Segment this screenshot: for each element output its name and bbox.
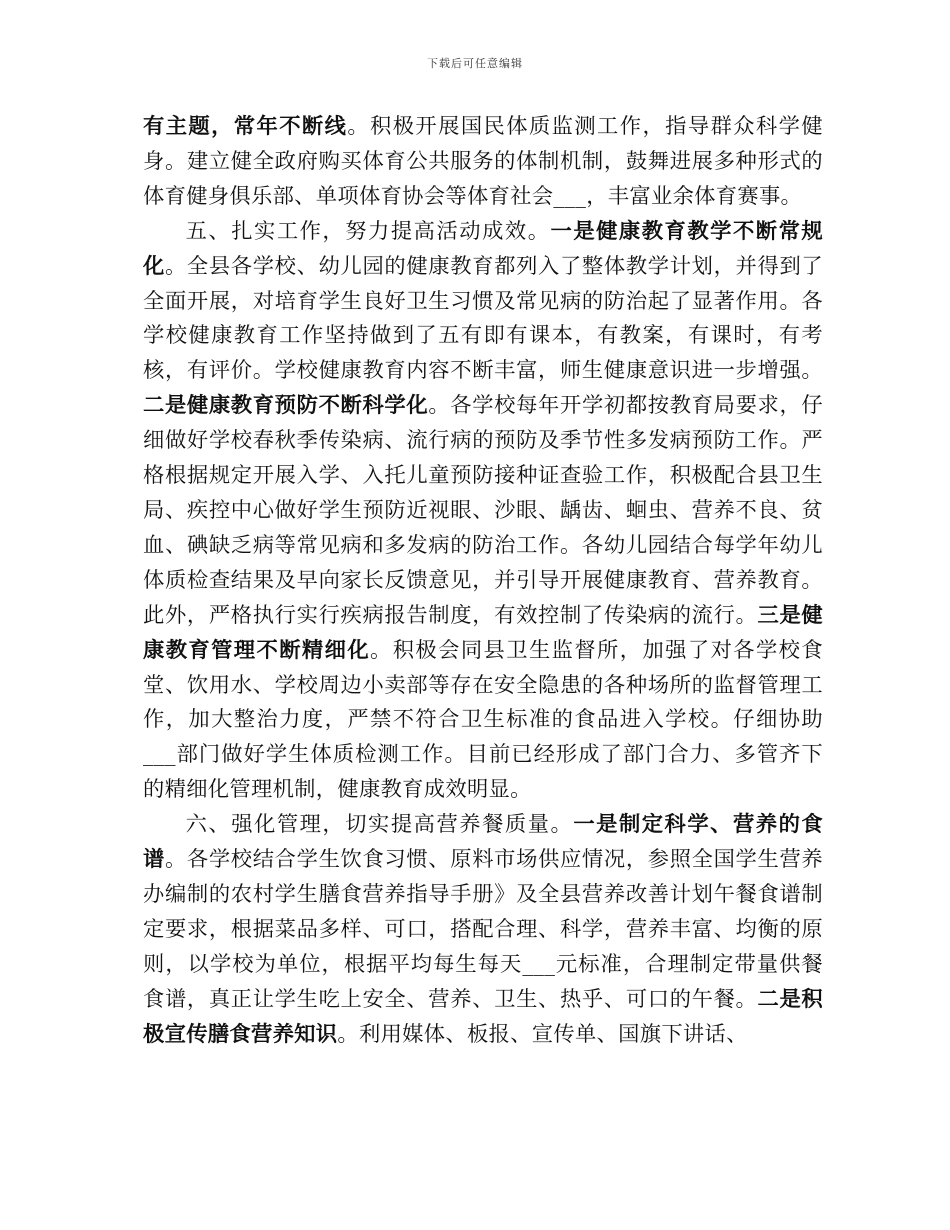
text-run: 。各学校结合学生饮食习惯、原料市场供应情况，参照全国学生营养办编制的农村学生膳食营养指导手册》及全县营养改善计划午餐食谱制定要求，根据菜品多样、可口，搭配合理、科学，营养丰富、均衡的原则，以学校为单位，根据平均每生每天___元标准，合理制定带量供餐食谱，真正让学生吃上安全、营养、卫生、热乎、可口的午餐。 xyxy=(143,847,823,1012)
bold-phrase: 一是制定科学、营养的食谱 xyxy=(143,812,823,873)
page-header-note: 下载后可任意编辑 xyxy=(427,57,523,70)
text-run: 。利用媒体、板报、宣传单、国旗下讲话、 xyxy=(337,1021,748,1047)
paragraph-section-five xyxy=(143,215,823,808)
text-run: 。全县各学校、幼儿园的健康教育都列入了整体教学计划，并得到了全面开展，对培育学生良好卫生习惯及常见病的防治起了显著作用。各学校健康教育工作坚持做到了五有即有课本，有教案，有课时，有考核，有评价。学校健康教育内容不断丰富，师生健康意识进一步增强。 xyxy=(143,253,823,384)
bold-phrase: 一是健康教育教学不断常规化 xyxy=(143,218,823,279)
paragraph-fitness-continued xyxy=(143,110,823,215)
bold-phrase: 二是健康教育预防不断科学化 xyxy=(143,393,429,419)
bold-phrase: 二是积极宣传膳食营养知识 xyxy=(143,986,824,1047)
paragraph-section-six xyxy=(143,808,823,1052)
text-run: 。各学校每年开学初都按教育局要求，仔细做好学校春秋季传染病、流行病的预防及季节性多发病预防工作。严格根据规定开展入学、入托儿童预防接种证查验工作，积极配合县卫生局、疾控中心做好学生预防近视眼、沙眼、龋齿、蛔虫、营养不良、贫血、碘缺乏病等常见病和多发病的防治工作。各幼儿园结合每学年幼儿体质检查结果及早向家长反馈意见，并引导开展健康教育、营养教育。此外，严格执行实行疾病报告制度，有效控制了传染病的流行。 xyxy=(143,393,823,628)
bold-phrase: 三是健康教育管理不断精细化 xyxy=(143,602,824,663)
bold-phrase: 有主题，常年不断线 xyxy=(143,114,348,139)
text-run: 。积极开展国民体质监测工作，指导群众科学健身。建立健全政府购买体育公共服务的体制机制，鼓舞进展多种形式的体育健身俱乐部、单项体育协会等体育社会___，丰富业余体育赛事。 xyxy=(143,114,823,209)
text-run: 。积极会同县卫生监督所，加强了对各学校食堂、饮用水、学校周边小卖部等存在安全隐患的各种场所的监督管理工作，加大整治力度，严禁不符合卫生标准的食品进入学校。仔细协助___部门做好学生体质检测工作。目前已经形成了部门合力、多管齐下的精细化管理机制，健康教育成效明显。 xyxy=(143,637,823,803)
document-body xyxy=(143,110,823,1052)
section-heading: 六、强化管理，切实提高营养餐质量。 xyxy=(185,812,574,838)
section-heading: 五、扎实工作，努力提高活动成效。 xyxy=(185,218,551,244)
